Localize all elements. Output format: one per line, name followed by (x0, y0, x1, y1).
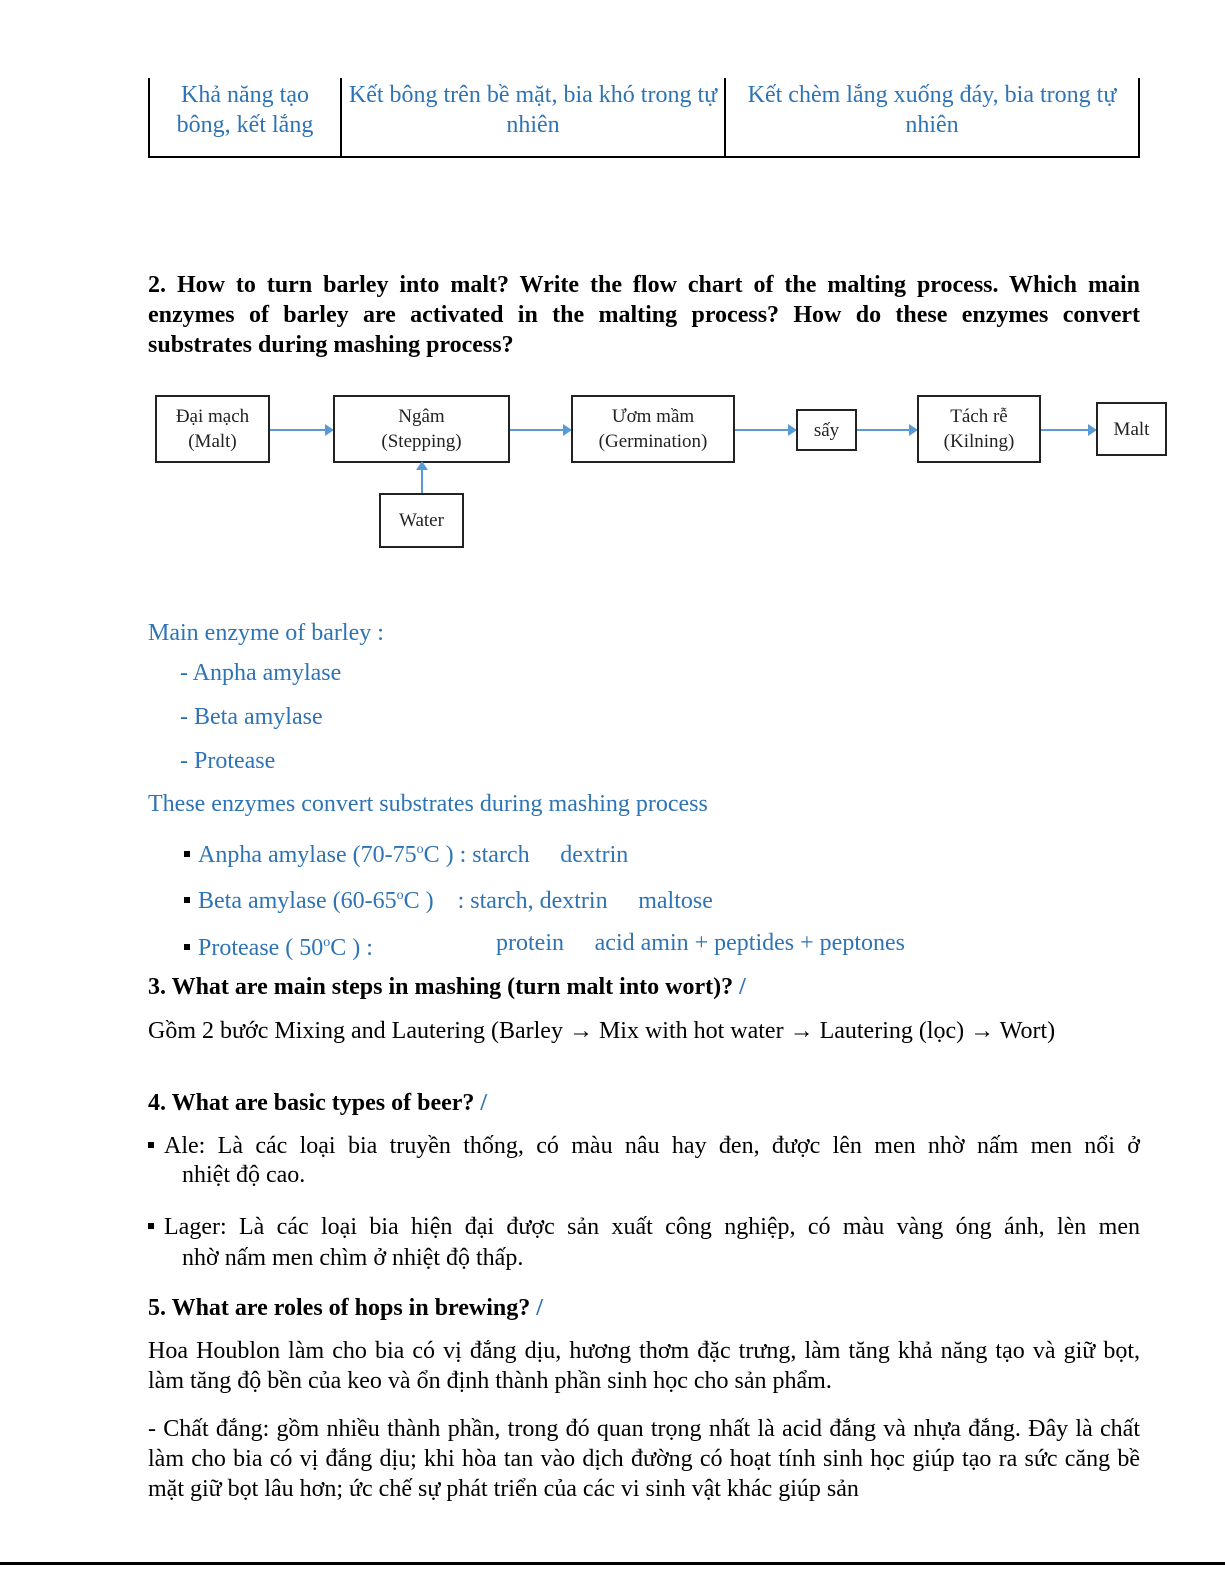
reaction-line (184, 835, 628, 870)
question-3-text: 3. What are main steps in mashing (turn malt into wort)? (148, 974, 734, 1000)
flow-box-label: sấy (813, 419, 840, 441)
reaction-name: Anpha amylase (70-75 (198, 842, 417, 868)
enzyme-item (180, 658, 341, 688)
answer-slash: / (739, 974, 746, 1000)
enzyme-item-text: - Anpha amylase (180, 660, 342, 686)
answer-5-paragraph-2: - Chất đắng: gồm nhiều thành phần, trong đó quan trọng nhất là acid đắng và nhựa đắng. Đây là chất làm cho bia có vị đắng dịu; khi hòa tan vào dịch đường có hoạt tính sinh học giúp tạo ra sức căng bề mặt giữ bọt lâu hơn; ức chế sự phát triển của các vi sinh vật khác giúp sản (148, 1416, 1140, 1502)
bullet-square-icon (184, 851, 190, 857)
question-2: 2. How to turn barley into malt? Write the flow chart of the malting process. Which main enzymes of barley are activated in the malting process? How do these enzymes convert substrates during mashing process? (148, 272, 1140, 358)
answer-4-lager-line1 (148, 1212, 1140, 1242)
convert-heading: These enzymes convert substrates during mashing process (148, 791, 708, 817)
question-5 (148, 1293, 543, 1323)
answer-3: Gồm 2 bước Mixing and Lautering (Barley → Mix with hot water → Lautering (lọc) → Wort) (148, 1018, 1056, 1044)
reaction-rhs: C ) : starch, dextrin maltose (403, 888, 701, 914)
reaction-rhs: C ) : starch dextrin (423, 842, 604, 868)
flow-box-sublabel: (Malt) (188, 431, 237, 452)
flow-arrow (1041, 429, 1095, 431)
bullet-square-icon (148, 1223, 154, 1229)
flow-box-label: Water (399, 510, 444, 531)
page-bottom-rule (0, 1562, 1225, 1565)
flow-arrow (857, 429, 916, 431)
flow-box-sublabel: (Stepping) (381, 431, 462, 452)
table-row (149, 78, 1139, 157)
flow-box-label: Đại mạch (175, 406, 250, 427)
flow-box-water (379, 493, 464, 548)
flow-box-drying (796, 409, 857, 451)
flow-box-sublabel: (Germination) (598, 431, 708, 452)
flow-box-barley (155, 395, 270, 463)
degree-mark: o (323, 935, 331, 950)
flow-arrow (510, 429, 570, 431)
table-cell-criterion: Khả năng tạo bông, kết lắng (149, 78, 341, 157)
flow-box-germination (571, 395, 735, 463)
flow-arrow (735, 429, 795, 431)
table-cell-ale: Kết bông trên bề mặt, bia khó trong tự nhiên (341, 78, 725, 157)
comparison-table-fragment (148, 78, 1140, 158)
flow-box-label: Ươm mầm (611, 406, 695, 427)
flow-box-label: Tách rễ (950, 406, 1008, 427)
flow-box-malt (1096, 402, 1167, 456)
enzyme-item-text: - Beta amylase (180, 704, 323, 730)
reaction-name: Beta amylase (60-65 (198, 888, 397, 914)
question-3 (148, 972, 746, 1002)
answer-slash: / (480, 1090, 488, 1116)
ale-text: Ale: Là các loại bia truyền thống, có màu nâu hay đen, được lên men nhờ nấm men nổi ở (164, 1133, 1140, 1159)
answer-slash: / (536, 1295, 543, 1321)
table-cell-lager: Kết chèm lắng xuống đáy, bia trong tự nhiên (725, 78, 1139, 157)
question-5-text: 5. What are roles of hops in brewing? (148, 1295, 531, 1321)
reaction-unit: C ) : (330, 935, 373, 961)
lager-text: Lager: Là các loại bia hiện đại được sản xuất công nghiệp, có màu vàng óng ánh, lèn men (164, 1214, 1140, 1240)
enzyme-item (180, 702, 323, 732)
flow-box-steeping (333, 395, 510, 463)
flow-box-label: Ngâm (398, 406, 445, 427)
bullet-square-icon (184, 897, 190, 903)
answer-4-lager-line2: nhờ nấm men chìm ở nhiệt độ thấp. (182, 1245, 524, 1271)
answer-5-paragraph-1: Hoa Houblon làm cho bia có vị đắng dịu, hương thơm đặc trưng, làm tăng khả năng tạo và giữ bọt, làm tăng độ bền của keo và ổn định thành phần sinh học cho sản phẩm. (148, 1338, 1140, 1394)
reaction-line (184, 928, 373, 963)
flow-box-label: Malt (1113, 418, 1150, 440)
flow-box-kilning (917, 395, 1041, 463)
answer-4-ale-line1 (148, 1131, 1140, 1161)
flow-arrow (270, 429, 332, 431)
bullet-square-icon (184, 944, 190, 950)
enzyme-heading: Main enzyme of barley : (148, 620, 384, 646)
flow-arrow-up (421, 465, 423, 493)
enzyme-item (180, 746, 275, 776)
flow-box-sublabel: (Kilning) (943, 431, 1015, 452)
question-4 (148, 1088, 487, 1118)
bullet-square-icon (148, 1142, 154, 1148)
degree-mark: o (396, 888, 404, 903)
enzyme-item-text: - Protease (180, 748, 276, 774)
reaction-rhs: protein acid amin + peptides + peptones (496, 930, 881, 956)
reaction-name: Protease ( 50 (198, 935, 324, 961)
degree-mark: o (416, 842, 424, 857)
answer-4-ale-line2: nhiệt độ cao. (182, 1162, 306, 1188)
reaction-line (184, 881, 713, 916)
question-4-text: 4. What are basic types of beer? (148, 1090, 475, 1116)
